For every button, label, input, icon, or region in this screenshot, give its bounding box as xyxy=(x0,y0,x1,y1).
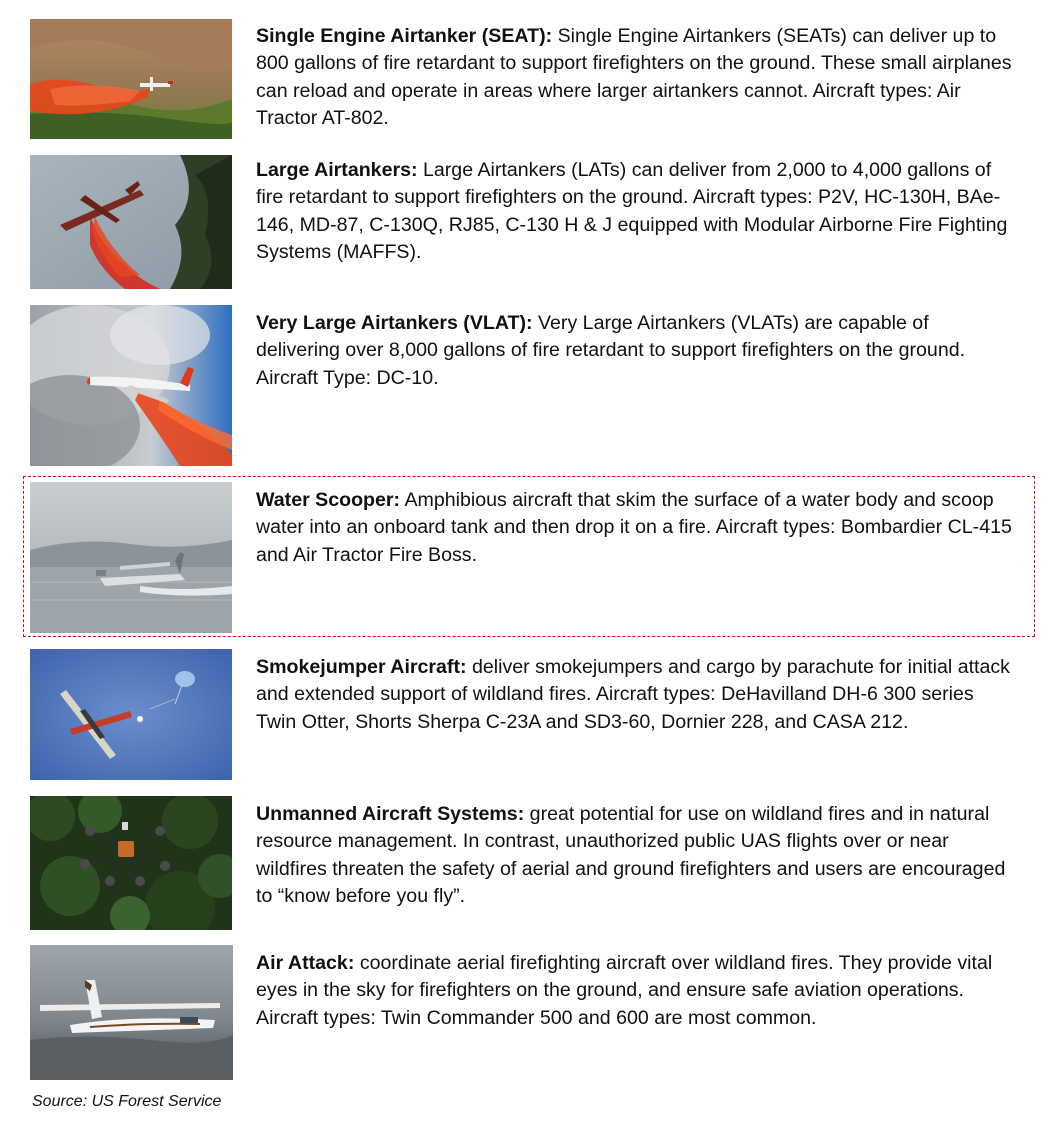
seat-body: Single Engine Airtankers (SEATs) can deliver up to 800 gallons of fire retardant to support firefighters on the ground. These small airplanes can reload and operate in areas where larger airtankers cannot. Aircraft types: Air Tractor AT-802. xyxy=(256,25,1012,130)
air-attack-description xyxy=(256,950,1014,1032)
vlat-title: Very Large Airtankers (VLAT): xyxy=(256,312,533,334)
smokejumper-description xyxy=(256,654,1014,736)
water-scooper-description xyxy=(256,487,1014,569)
air-attack-title: Air Attack: xyxy=(256,952,355,974)
smokejumper-aircraft-photo xyxy=(30,649,232,780)
uas-title: Unmanned Aircraft Systems: xyxy=(256,803,525,825)
seat-description xyxy=(256,23,1014,133)
water-scooper-body: Amphibious aircraft that skim the surface of a water body and scoop water into an onboard tank and then drop it on a fire. Aircraft types: Bombardier CL-415 and Air Tractor Fire Boss. xyxy=(256,489,1012,566)
vlat-description xyxy=(256,310,1014,392)
seat-title: Single Engine Airtanker (SEAT): xyxy=(256,25,553,47)
air-attack-aircraft-photo xyxy=(30,945,233,1080)
large-airtanker-photo xyxy=(30,155,232,289)
vlat-body: Very Large Airtankers (VLATs) are capable of delivering over 8,000 gallons of fire retardant to support firefighters on the ground. Aircraft Type: DC-10. xyxy=(256,312,966,389)
large-airtankers-title: Large Airtankers: xyxy=(256,159,418,181)
large-airtankers-body: Large Airtankers (LATs) can deliver from 2,000 to 4,000 gallons of fire retardant to support firefighters on the ground. Aircraft types: P2V, HC-130H, BAe-146, MD-87, C-130Q, RJ85, C-130 H & J equipped with Modular Airborne Fire Fighting Systems (MAFFS). xyxy=(256,159,1008,264)
water-scooper-photo xyxy=(30,482,232,633)
uas-body: great potential for use on wildland fires and in natural resource management. In contrast, unauthorized public UAS flights over or near wildfires threaten the safety of aerial and ground firefighters and users are encouraged to “know before you fly”. xyxy=(256,803,1006,908)
large-airtankers-description xyxy=(256,157,1014,267)
smokejumper-title: Smokejumper Aircraft: xyxy=(256,656,467,678)
water-scooper-title: Water Scooper: xyxy=(256,489,401,511)
vlat-aircraft-photo xyxy=(30,305,232,466)
smokejumper-body: deliver smokejumpers and cargo by parachute for initial attack and extended support of wildland fires. Aircraft types: DeHavilland DH-6 300 series Twin Otter, Shorts Sherpa C-23A and SD3-60, Dornier 228, and CASA 212. xyxy=(256,656,1010,733)
air-attack-body: coordinate aerial firefighting aircraft over wildland fires. They provide vital eyes in the sky for firefighters on the ground, and ensure safe aviation operations. Aircraft types: Twin Commander 500 and 600 are most common. xyxy=(256,952,993,1029)
uas-drone-photo xyxy=(30,796,232,930)
uas-description xyxy=(256,801,1014,911)
seat-aircraft-photo xyxy=(30,19,232,139)
source-citation: Source: US Forest Service xyxy=(32,1093,222,1110)
